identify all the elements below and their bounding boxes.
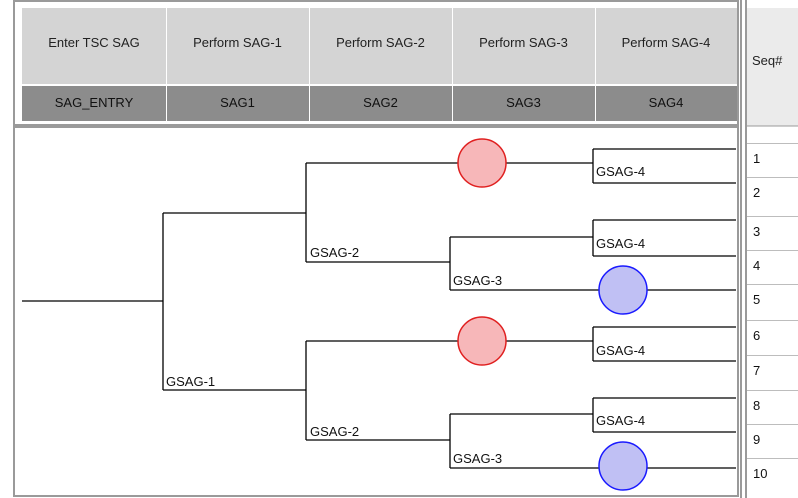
seq-number: 5 [753,292,761,307]
seq-number: 8 [753,398,761,413]
branch-label-gsag-1: GSAG-1 [166,374,216,389]
seq-number: 1 [753,151,761,166]
branch-label-gsag-3: GSAG-3 [453,451,503,466]
branch-label-gsag-2: GSAG-2 [310,245,360,260]
column-code: SAG1 [220,95,255,110]
seq-number: 4 [753,258,761,273]
blue-circle-marker-2 [599,442,647,490]
branch-label-gsag-2: GSAG-2 [310,424,360,439]
seq-number: 2 [753,185,761,200]
column-title: Perform SAG-1 [193,35,282,50]
header-frame [14,1,738,125]
red-circle-marker-2 [458,317,506,365]
red-circle-marker-1 [458,139,506,187]
branch-label-gsag-4: GSAG-4 [596,343,646,358]
seq-number: 7 [753,363,761,378]
seq-header-label: Seq# [752,53,783,68]
column-title: Perform SAG-2 [336,35,425,50]
seq-number: 9 [753,432,761,447]
column-title: Perform SAG-3 [479,35,568,50]
seq-number: 6 [753,328,761,343]
branch-label-gsag-3: GSAG-3 [453,273,503,288]
seq-number: 10 [753,466,768,481]
column-code: SAG2 [363,95,398,110]
branch-label-gsag-4: GSAG-4 [596,164,646,179]
column-title: Perform SAG-4 [621,35,711,50]
blue-circle-marker-1 [599,266,647,314]
column-code: SAG_ENTRY [54,95,134,110]
branch-label-gsag-4: GSAG-4 [596,236,646,251]
column-code: SAG4 [648,95,684,110]
seq-number: 3 [753,224,761,239]
branch-label-gsag-4: GSAG-4 [596,413,646,428]
column-code: SAG3 [506,95,541,110]
column-title: Enter TSC SAG [48,35,140,50]
